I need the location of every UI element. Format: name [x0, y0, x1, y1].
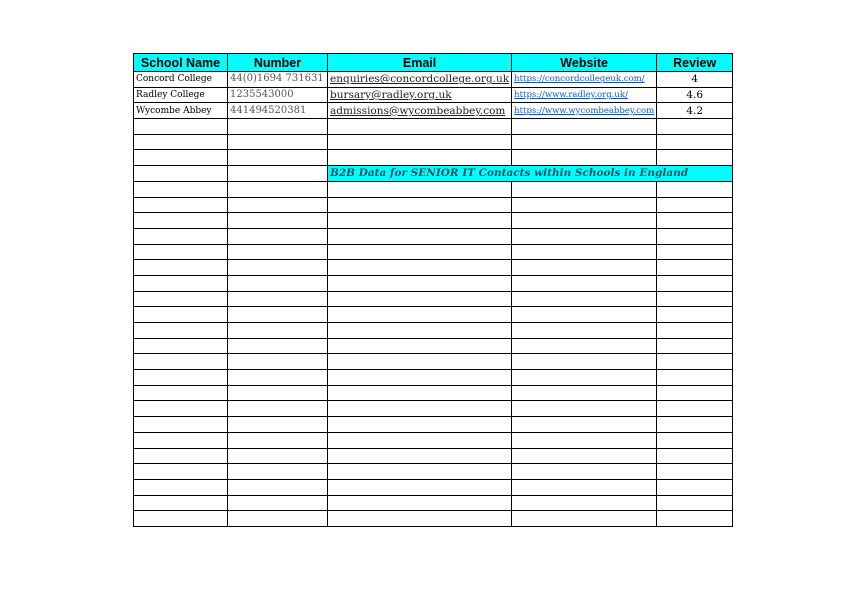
- empty-cell: [228, 166, 328, 182]
- cell-email[interactable]: bursary@radley.org.uk: [328, 87, 512, 103]
- empty-cell: [228, 213, 328, 229]
- empty-cell: [134, 432, 228, 448]
- empty-cell: [512, 119, 657, 135]
- table-row: [134, 417, 733, 433]
- empty-cell: [512, 323, 657, 339]
- cell-number: 1235543000: [228, 87, 328, 103]
- empty-cell: [134, 323, 228, 339]
- cell-review: 4.6: [657, 87, 733, 103]
- empty-cell: [228, 119, 328, 135]
- empty-cell: [512, 432, 657, 448]
- cell-review: 4: [657, 72, 733, 88]
- table-row: [134, 511, 733, 527]
- empty-cell: [228, 260, 328, 276]
- empty-cell: [328, 448, 512, 464]
- header-email: Email: [328, 54, 512, 72]
- empty-cell: [328, 464, 512, 480]
- empty-cell: [134, 417, 228, 433]
- empty-cell: [512, 354, 657, 370]
- empty-cell: [328, 119, 512, 135]
- empty-cell: [328, 323, 512, 339]
- cell-number: 441494520381: [228, 103, 328, 119]
- cell-name: Concord College: [134, 72, 228, 88]
- empty-cell: [228, 291, 328, 307]
- empty-cell: [657, 228, 733, 244]
- empty-cell: [228, 181, 328, 197]
- empty-cell: [657, 354, 733, 370]
- empty-cell: [328, 134, 512, 150]
- table-row: [134, 72, 733, 88]
- empty-cell: [134, 166, 228, 182]
- empty-cell: [228, 385, 328, 401]
- header-website: Website: [512, 54, 657, 72]
- cell-review: 4.2: [657, 103, 733, 119]
- table-row: [134, 228, 733, 244]
- table-row: [134, 134, 733, 150]
- empty-cell: [228, 338, 328, 354]
- cell-website[interactable]: https://www.radley.org.uk/: [512, 87, 657, 103]
- table-row: [134, 244, 733, 260]
- empty-cell: [134, 370, 228, 386]
- empty-cell: [657, 134, 733, 150]
- table-row: [134, 87, 733, 103]
- empty-cell: [657, 479, 733, 495]
- empty-cell: [657, 119, 733, 135]
- empty-cell: [512, 150, 657, 166]
- empty-cell: [328, 511, 512, 527]
- empty-cell: [657, 385, 733, 401]
- empty-cell: [512, 244, 657, 260]
- empty-cell: [328, 228, 512, 244]
- empty-cell: [657, 401, 733, 417]
- empty-cell: [228, 275, 328, 291]
- cell-name: Wycombe Abbey: [134, 103, 228, 119]
- empty-cell: [228, 323, 328, 339]
- empty-cell: [512, 370, 657, 386]
- empty-cell: [228, 432, 328, 448]
- empty-cell: [657, 275, 733, 291]
- empty-cell: [328, 307, 512, 323]
- table-row: [134, 464, 733, 480]
- cell-number: 44(0)1694 731631: [228, 72, 328, 88]
- table-row: [134, 354, 733, 370]
- table-row: [134, 370, 733, 386]
- empty-cell: [228, 495, 328, 511]
- empty-cell: [328, 495, 512, 511]
- header-number: Number: [228, 54, 328, 72]
- empty-cell: [328, 213, 512, 229]
- empty-cell: [134, 448, 228, 464]
- table-row: [134, 213, 733, 229]
- empty-cell: [657, 417, 733, 433]
- empty-cell: [512, 213, 657, 229]
- cell-email[interactable]: admissions@wycombeabbey.com: [328, 103, 512, 119]
- empty-cell: [134, 150, 228, 166]
- banner-title: B2B Data for SENIOR IT Contacts within Schools in England: [328, 166, 733, 182]
- empty-cell: [512, 385, 657, 401]
- empty-cell: [134, 354, 228, 370]
- empty-cell: [512, 197, 657, 213]
- empty-cell: [657, 213, 733, 229]
- empty-cell: [328, 479, 512, 495]
- empty-cell: [134, 213, 228, 229]
- empty-cell: [228, 354, 328, 370]
- table-row: [134, 385, 733, 401]
- empty-cell: [512, 228, 657, 244]
- header-school-name: School Name: [134, 54, 228, 72]
- table-row: [134, 181, 733, 197]
- empty-cell: [134, 401, 228, 417]
- empty-cell: [512, 401, 657, 417]
- empty-cell: [134, 511, 228, 527]
- empty-cell: [512, 260, 657, 276]
- cell-website[interactable]: https://concordcollegeuk.com/: [512, 72, 657, 88]
- empty-cell: [228, 134, 328, 150]
- empty-cell: [228, 228, 328, 244]
- cell-website[interactable]: https://www.wycombeabbey.com: [512, 103, 657, 119]
- empty-cell: [512, 464, 657, 480]
- table-row: [134, 479, 733, 495]
- empty-cell: [328, 385, 512, 401]
- empty-cell: [657, 448, 733, 464]
- table-row: [134, 103, 733, 119]
- empty-cell: [228, 197, 328, 213]
- empty-cell: [134, 479, 228, 495]
- table-row: [134, 166, 733, 182]
- table-row: [134, 119, 733, 135]
- empty-cell: [512, 181, 657, 197]
- empty-cell: [657, 181, 733, 197]
- empty-cell: [134, 291, 228, 307]
- empty-cell: [512, 307, 657, 323]
- header-review: Review: [657, 54, 733, 72]
- empty-cell: [657, 307, 733, 323]
- table-row: [134, 448, 733, 464]
- empty-cell: [512, 417, 657, 433]
- empty-cell: [134, 464, 228, 480]
- empty-cell: [512, 291, 657, 307]
- empty-cell: [512, 275, 657, 291]
- empty-cell: [328, 244, 512, 260]
- table-row: [134, 323, 733, 339]
- empty-cell: [657, 323, 733, 339]
- empty-cell: [512, 448, 657, 464]
- empty-cell: [512, 495, 657, 511]
- empty-cell: [657, 511, 733, 527]
- empty-cell: [134, 119, 228, 135]
- empty-cell: [134, 307, 228, 323]
- empty-cell: [512, 134, 657, 150]
- empty-cell: [657, 495, 733, 511]
- empty-cell: [657, 432, 733, 448]
- empty-cell: [328, 370, 512, 386]
- empty-cell: [328, 401, 512, 417]
- empty-cell: [328, 260, 512, 276]
- empty-cell: [134, 228, 228, 244]
- empty-cell: [228, 448, 328, 464]
- empty-cell: [657, 291, 733, 307]
- empty-cell: [134, 197, 228, 213]
- empty-cell: [228, 511, 328, 527]
- table-row: [134, 401, 733, 417]
- empty-cell: [657, 338, 733, 354]
- table-row: [134, 338, 733, 354]
- empty-cell: [228, 244, 328, 260]
- empty-cell: [657, 197, 733, 213]
- empty-cell: [134, 181, 228, 197]
- table-row: [134, 291, 733, 307]
- empty-cell: [228, 417, 328, 433]
- empty-cell: [657, 370, 733, 386]
- table-row: [134, 307, 733, 323]
- cell-email[interactable]: enquiries@concordcollege.org.uk: [328, 72, 512, 88]
- empty-cell: [657, 464, 733, 480]
- empty-cell: [657, 260, 733, 276]
- schools-table: [133, 53, 733, 527]
- empty-cell: [228, 370, 328, 386]
- empty-cell: [228, 307, 328, 323]
- empty-cell: [512, 338, 657, 354]
- table-row: [134, 150, 733, 166]
- empty-cell: [134, 134, 228, 150]
- empty-cell: [228, 401, 328, 417]
- empty-cell: [134, 495, 228, 511]
- empty-cell: [328, 181, 512, 197]
- empty-cell: [134, 338, 228, 354]
- empty-cell: [134, 260, 228, 276]
- empty-cell: [657, 244, 733, 260]
- empty-cell: [657, 150, 733, 166]
- empty-cell: [328, 150, 512, 166]
- empty-cell: [512, 479, 657, 495]
- empty-cell: [228, 479, 328, 495]
- table-row: [134, 260, 733, 276]
- empty-cell: [328, 417, 512, 433]
- empty-cell: [134, 385, 228, 401]
- table-row: [134, 275, 733, 291]
- empty-cell: [134, 244, 228, 260]
- empty-cell: [328, 338, 512, 354]
- empty-cell: [328, 432, 512, 448]
- empty-cell: [228, 150, 328, 166]
- empty-cell: [328, 197, 512, 213]
- table-row: [134, 197, 733, 213]
- empty-cell: [328, 291, 512, 307]
- header-row: [134, 54, 733, 72]
- cell-name: Radley College: [134, 87, 228, 103]
- empty-cell: [328, 275, 512, 291]
- table-row: [134, 432, 733, 448]
- empty-cell: [512, 511, 657, 527]
- empty-cell: [228, 464, 328, 480]
- empty-cell: [134, 275, 228, 291]
- table-row: [134, 495, 733, 511]
- empty-cell: [328, 354, 512, 370]
